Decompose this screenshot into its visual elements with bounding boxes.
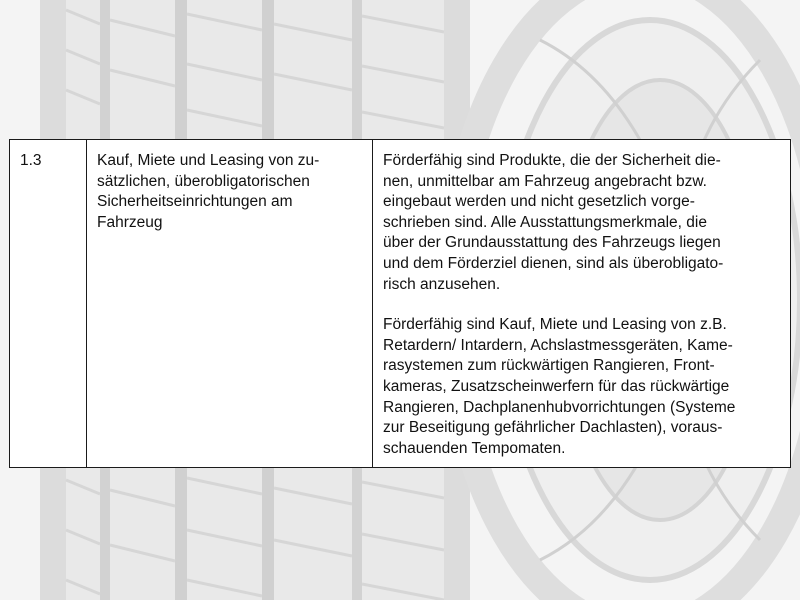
- row-number: 1.3: [20, 152, 42, 169]
- paragraph-line: eingebaut werden und nicht gesetzlich vorge-: [383, 193, 695, 211]
- eligibility-paragraph-2: [383, 315, 768, 459]
- description-line: Kauf, Miete und Leasing von zu-: [97, 152, 320, 169]
- paragraph-line: Förderfähig sind Kauf, Miete und Leasing von z.B.: [383, 316, 727, 334]
- paragraph-line: Förderfähig sind Produkte, die der Sicherheit die-: [383, 152, 721, 169]
- funding-criteria-table: [9, 139, 791, 468]
- paragraph-line: nen, unmittelbar am Fahrzeug angebracht bzw.: [383, 172, 707, 190]
- paragraph-line: rasystemen zum rückwärtigen Rangieren, Front-: [383, 357, 715, 375]
- description-line: Fahrzeug: [97, 213, 163, 231]
- paragraph-line: kameras, Zusatzscheinwerfern für das rückwärtige: [383, 377, 730, 395]
- paragraph-line: und dem Förderziel dienen, sind als überobligato-: [383, 254, 724, 272]
- paragraph-line: Retardern/ Intardern, Achslastmessgeräten, Kame-: [383, 336, 733, 354]
- paragraph-line: schauenden Tempomaten.: [383, 439, 566, 457]
- paragraph-line: schrieben sind. Alle Ausstattungsmerkmale, die: [383, 213, 707, 231]
- measure-description-cell: [87, 140, 373, 468]
- paragraph-line: über der Grundausstattung des Fahrzeugs liegen: [383, 234, 721, 252]
- row-number-cell: [10, 140, 87, 468]
- description-line: Sicherheitseinrichtungen am: [97, 193, 293, 211]
- paragraph-line: Rangieren, Dachplanenhubvorrichtungen (Systeme: [383, 398, 736, 416]
- table-row: [10, 140, 791, 468]
- paragraph-spacer: [383, 295, 768, 315]
- paragraph-line: risch anzusehen.: [383, 275, 501, 293]
- eligibility-text-cell: [373, 140, 791, 468]
- eligibility-paragraph-1: [383, 151, 768, 295]
- paragraph-line: zur Beseitigung gefährlicher Dachlasten), voraus-: [383, 419, 723, 437]
- description-line: sätzlichen, überobligatorischen: [97, 172, 310, 190]
